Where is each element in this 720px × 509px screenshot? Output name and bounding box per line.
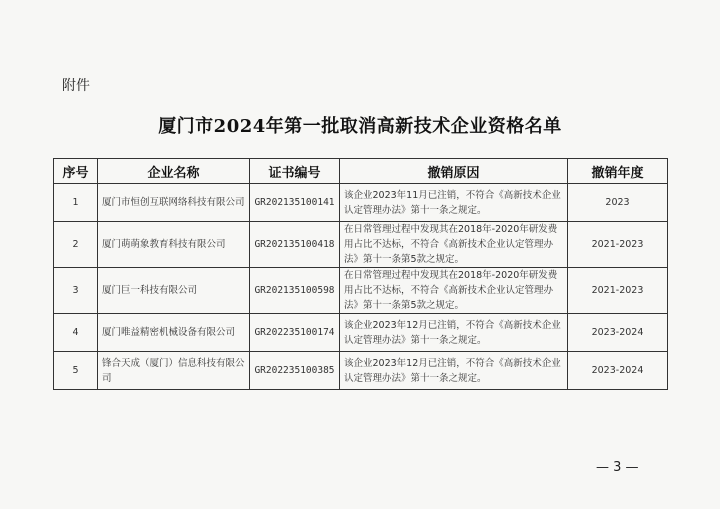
row-year: 2023 — [568, 184, 668, 222]
table-row — [54, 222, 668, 268]
row-year: 2021-2023 — [568, 268, 668, 314]
row-year: 2023-2024 — [568, 314, 668, 352]
row-reason: 该企业2023年12月已注销，不符合《高新技术企业认定管理办法》第十一条之规定。 — [340, 352, 568, 390]
row-company: 厦门唯益精密机械设备有限公司 — [98, 314, 250, 352]
row-no: 5 — [54, 352, 98, 390]
row-cert: GR202135100598 — [250, 268, 340, 314]
header-no: 序号 — [54, 159, 98, 184]
row-cert: GR202135100141 — [250, 184, 340, 222]
table-row — [54, 352, 668, 390]
row-cert: GR202235100385 — [250, 352, 340, 390]
row-cert: GR202235100174 — [250, 314, 340, 352]
row-reason: 在日常管理过程中发现其在2018年-2020年研发费用占比不达标，不符合《高新技术企业认定管理办法》第十一条第5款之规定。 — [340, 268, 568, 314]
row-company: 锋合天成（厦门）信息科技有限公司 — [98, 352, 250, 390]
table-row — [54, 184, 668, 222]
row-no: 3 — [54, 268, 98, 314]
row-cert: GR202135100418 — [250, 222, 340, 268]
header-year: 撤销年度 — [568, 159, 668, 184]
table-row — [54, 314, 668, 352]
header-reason: 撤销原因 — [340, 159, 568, 184]
document-title: 厦门市2024年第一批取消高新技术企业资格名单 — [158, 116, 562, 137]
row-reason: 该企业2023年11月已注销，不符合《高新技术企业认定管理办法》第十一条之规定。 — [340, 184, 568, 222]
row-reason: 在日常管理过程中发现其在2018年-2020年研发费用占比不达标，不符合《高新技术企业认定管理办法》第十一条第5款之规定。 — [340, 222, 568, 268]
row-year: 2023-2024 — [568, 352, 668, 390]
revocation-table — [53, 158, 668, 390]
header-cert: 证书编号 — [250, 159, 340, 184]
row-no: 1 — [54, 184, 98, 222]
header-company: 企业名称 — [98, 159, 250, 184]
row-reason: 该企业2023年12月已注销，不符合《高新技术企业认定管理办法》第十一条之规定。 — [340, 314, 568, 352]
row-company: 厦门萌萌象教育科技有限公司 — [98, 222, 250, 268]
table-header-row — [54, 159, 668, 184]
row-company: 厦门市恒创互联网络科技有限公司 — [98, 184, 250, 222]
row-company: 厦门巨一科技有限公司 — [98, 268, 250, 314]
attachment-label: 附件 — [62, 78, 90, 94]
row-no: 2 — [54, 222, 98, 268]
page-number: — 3 — — [596, 460, 639, 475]
row-year: 2021-2023 — [568, 222, 668, 268]
table-row — [54, 268, 668, 314]
row-no: 4 — [54, 314, 98, 352]
